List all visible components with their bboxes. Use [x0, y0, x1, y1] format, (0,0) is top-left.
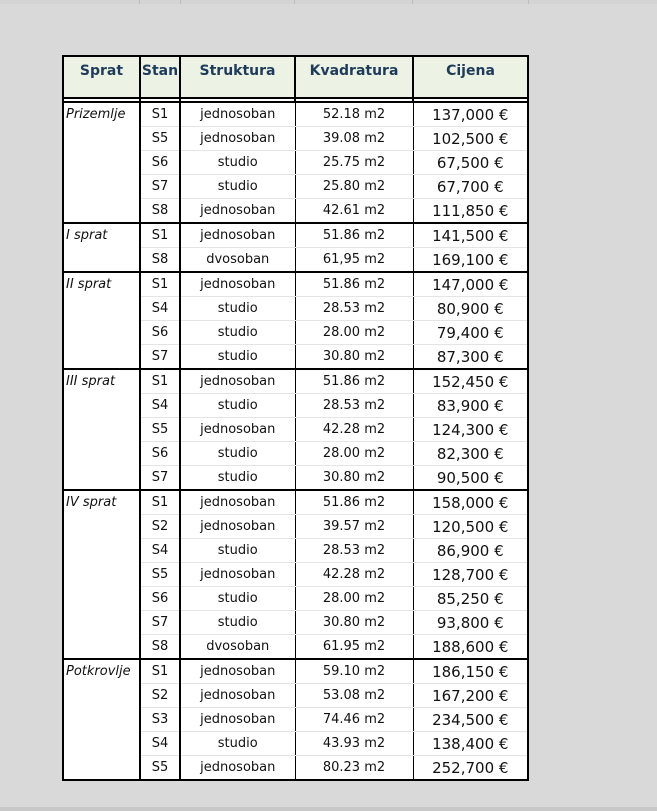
- kvadratura-cell[interactable]: 51.86 m2: [295, 223, 413, 248]
- table-row: [63, 490, 528, 515]
- stan-cell[interactable]: S1: [140, 272, 180, 297]
- cijena-cell[interactable]: 111,850 €: [413, 199, 528, 224]
- struktura-cell[interactable]: jednosoban: [180, 708, 295, 732]
- stan-cell[interactable]: S4: [140, 297, 180, 321]
- cijena-cell[interactable]: 79,400 €: [413, 321, 528, 345]
- cijena-cell[interactable]: 120,500 €: [413, 515, 528, 539]
- floor-cell[interactable]: I sprat: [63, 223, 140, 272]
- kvadratura-cell[interactable]: 42.28 m2: [295, 418, 413, 442]
- cijena-cell[interactable]: 128,700 €: [413, 563, 528, 587]
- stan-cell[interactable]: S5: [140, 127, 180, 151]
- cijena-cell[interactable]: 141,500 €: [413, 223, 528, 248]
- kvadratura-cell[interactable]: 61.95 m2: [295, 635, 413, 660]
- kvadratura-cell[interactable]: 28.53 m2: [295, 539, 413, 563]
- cijena-cell[interactable]: 83,900 €: [413, 394, 528, 418]
- kvadratura-cell[interactable]: 28.00 m2: [295, 321, 413, 345]
- struktura-cell[interactable]: jednosoban: [180, 756, 295, 781]
- kvadratura-cell[interactable]: 59.10 m2: [295, 659, 413, 684]
- stan-cell[interactable]: S5: [140, 756, 180, 781]
- cijena-cell[interactable]: 67,700 €: [413, 175, 528, 199]
- stan-cell[interactable]: S1: [140, 223, 180, 248]
- column-gridline: [528, 0, 529, 4]
- stan-cell[interactable]: S2: [140, 515, 180, 539]
- kvadratura-cell[interactable]: 28.00 m2: [295, 587, 413, 611]
- header-sprat[interactable]: Sprat: [63, 56, 140, 98]
- header-kvadratura[interactable]: Kvadratura: [295, 56, 413, 98]
- kvadratura-cell[interactable]: 28.53 m2: [295, 394, 413, 418]
- column-gridline: [412, 0, 413, 4]
- struktura-cell[interactable]: studio: [180, 732, 295, 756]
- struktura-cell[interactable]: jednosoban: [180, 272, 295, 297]
- struktura-cell[interactable]: studio: [180, 151, 295, 175]
- column-gridline: [294, 0, 295, 4]
- stan-cell[interactable]: S4: [140, 394, 180, 418]
- stan-cell[interactable]: S1: [140, 102, 180, 127]
- kvadratura-cell[interactable]: 25.80 m2: [295, 175, 413, 199]
- struktura-cell[interactable]: studio: [180, 466, 295, 491]
- kvadratura-cell[interactable]: 52.18 m2: [295, 102, 413, 127]
- header-struktura[interactable]: Struktura: [180, 56, 295, 98]
- struktura-cell[interactable]: studio: [180, 175, 295, 199]
- struktura-cell[interactable]: studio: [180, 442, 295, 466]
- table-row: [63, 223, 528, 248]
- struktura-cell[interactable]: jednosoban: [180, 659, 295, 684]
- cijena-cell[interactable]: 137,000 €: [413, 102, 528, 127]
- stan-cell[interactable]: S5: [140, 418, 180, 442]
- cijena-cell[interactable]: 167,200 €: [413, 684, 528, 708]
- floor-cell[interactable]: II sprat: [63, 272, 140, 369]
- struktura-cell[interactable]: jednosoban: [180, 223, 295, 248]
- floor-cell[interactable]: IV sprat: [63, 490, 140, 659]
- stan-cell[interactable]: S5: [140, 563, 180, 587]
- struktura-cell[interactable]: jednosoban: [180, 369, 295, 394]
- header-stan[interactable]: Stan: [140, 56, 180, 98]
- cijena-cell[interactable]: 90,500 €: [413, 466, 528, 491]
- kvadratura-cell[interactable]: 28.53 m2: [295, 297, 413, 321]
- floor-cell[interactable]: Prizemlje: [63, 102, 140, 223]
- kvadratura-cell[interactable]: 61,95 m2: [295, 248, 413, 273]
- stan-cell[interactable]: S6: [140, 151, 180, 175]
- struktura-cell[interactable]: studio: [180, 345, 295, 370]
- table-row: [63, 272, 528, 297]
- cijena-cell[interactable]: 138,400 €: [413, 732, 528, 756]
- struktura-cell[interactable]: jednosoban: [180, 515, 295, 539]
- stan-cell[interactable]: S2: [140, 684, 180, 708]
- header-row: [63, 56, 528, 98]
- table-row: [63, 369, 528, 394]
- kvadratura-cell[interactable]: 51.86 m2: [295, 369, 413, 394]
- column-gridline: [180, 0, 181, 4]
- cijena-cell[interactable]: 82,300 €: [413, 442, 528, 466]
- stan-cell[interactable]: S8: [140, 635, 180, 660]
- stan-cell[interactable]: S7: [140, 466, 180, 491]
- stan-cell[interactable]: S6: [140, 587, 180, 611]
- kvadratura-cell[interactable]: 30.80 m2: [295, 466, 413, 491]
- stan-cell[interactable]: S8: [140, 199, 180, 224]
- table-row: [63, 102, 528, 127]
- cijena-cell[interactable]: 252,700 €: [413, 756, 528, 781]
- stan-cell[interactable]: S8: [140, 248, 180, 273]
- stan-cell[interactable]: S4: [140, 732, 180, 756]
- kvadratura-cell[interactable]: 30.80 m2: [295, 611, 413, 635]
- table-row: [63, 659, 528, 684]
- struktura-cell[interactable]: jednosoban: [180, 127, 295, 151]
- stan-cell[interactable]: S7: [140, 345, 180, 370]
- kvadratura-cell[interactable]: 53.08 m2: [295, 684, 413, 708]
- struktura-cell[interactable]: studio: [180, 321, 295, 345]
- kvadratura-cell[interactable]: 74.46 m2: [295, 708, 413, 732]
- kvadratura-cell[interactable]: 42.28 m2: [295, 563, 413, 587]
- struktura-cell[interactable]: jednosoban: [180, 102, 295, 127]
- cijena-cell[interactable]: 80,900 €: [413, 297, 528, 321]
- cijena-cell[interactable]: 87,300 €: [413, 345, 528, 370]
- kvadratura-cell[interactable]: 51.86 m2: [295, 490, 413, 515]
- kvadratura-cell[interactable]: 25.75 m2: [295, 151, 413, 175]
- cijena-cell[interactable]: 158,000 €: [413, 490, 528, 515]
- floor-cell[interactable]: III sprat: [63, 369, 140, 490]
- cijena-cell[interactable]: 85,250 €: [413, 587, 528, 611]
- cijena-cell[interactable]: 234,500 €: [413, 708, 528, 732]
- spreadsheet-top-edge: [0, 0, 657, 4]
- struktura-cell[interactable]: studio: [180, 611, 295, 635]
- kvadratura-cell[interactable]: 51.86 m2: [295, 272, 413, 297]
- cijena-cell[interactable]: 86,900 €: [413, 539, 528, 563]
- cijena-cell[interactable]: 93,800 €: [413, 611, 528, 635]
- stan-cell[interactable]: S1: [140, 659, 180, 684]
- stan-cell[interactable]: S6: [140, 442, 180, 466]
- kvadratura-cell[interactable]: 28.00 m2: [295, 442, 413, 466]
- cijena-cell[interactable]: 147,000 €: [413, 272, 528, 297]
- cijena-cell[interactable]: 152,450 €: [413, 369, 528, 394]
- struktura-cell[interactable]: jednosoban: [180, 490, 295, 515]
- cijena-cell[interactable]: 102,500 €: [413, 127, 528, 151]
- struktura-cell[interactable]: dvosoban: [180, 635, 295, 660]
- stan-cell[interactable]: S3: [140, 708, 180, 732]
- struktura-cell[interactable]: jednosoban: [180, 684, 295, 708]
- kvadratura-cell[interactable]: 42.61 m2: [295, 199, 413, 224]
- table-body: [63, 98, 528, 780]
- struktura-cell[interactable]: jednosoban: [180, 563, 295, 587]
- apartment-price-table: [62, 55, 529, 781]
- stan-cell[interactable]: S1: [140, 369, 180, 394]
- struktura-cell[interactable]: jednosoban: [180, 199, 295, 224]
- struktura-cell[interactable]: jednosoban: [180, 418, 295, 442]
- struktura-cell[interactable]: studio: [180, 587, 295, 611]
- cijena-cell[interactable]: 186,150 €: [413, 659, 528, 684]
- floor-cell[interactable]: Potkrovlje: [63, 659, 140, 780]
- cijena-cell[interactable]: 124,300 €: [413, 418, 528, 442]
- struktura-cell[interactable]: studio: [180, 394, 295, 418]
- kvadratura-cell[interactable]: 39.08 m2: [295, 127, 413, 151]
- kvadratura-cell[interactable]: 80.23 m2: [295, 756, 413, 781]
- struktura-cell[interactable]: studio: [180, 297, 295, 321]
- cijena-cell[interactable]: 188,600 €: [413, 635, 528, 660]
- kvadratura-cell[interactable]: 30.80 m2: [295, 345, 413, 370]
- struktura-cell[interactable]: dvosoban: [180, 248, 295, 273]
- struktura-cell[interactable]: studio: [180, 539, 295, 563]
- cijena-cell[interactable]: 67,500 €: [413, 151, 528, 175]
- kvadratura-cell[interactable]: 39.57 m2: [295, 515, 413, 539]
- kvadratura-cell[interactable]: 43.93 m2: [295, 732, 413, 756]
- stan-cell[interactable]: S1: [140, 490, 180, 515]
- stan-cell[interactable]: S6: [140, 321, 180, 345]
- spreadsheet-bottom-edge: [0, 807, 657, 811]
- stan-cell[interactable]: S7: [140, 611, 180, 635]
- cijena-cell[interactable]: 169,100 €: [413, 248, 528, 273]
- column-gridline: [139, 0, 140, 4]
- stan-cell[interactable]: S4: [140, 539, 180, 563]
- header-cijena[interactable]: Cijena: [413, 56, 528, 98]
- stan-cell[interactable]: S7: [140, 175, 180, 199]
